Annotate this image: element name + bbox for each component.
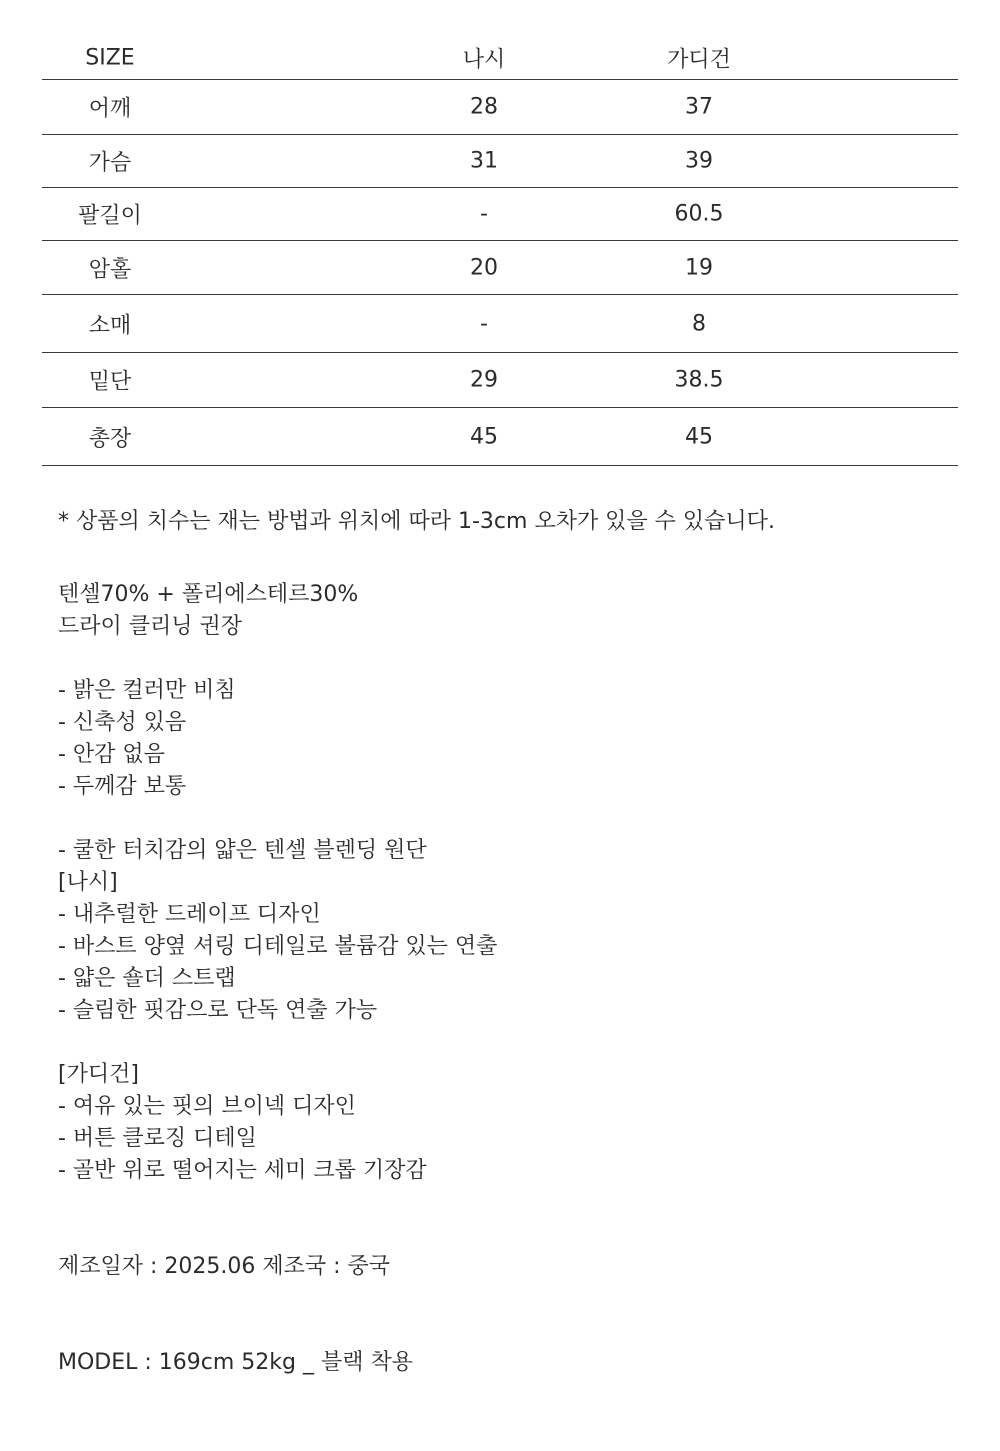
detail-section-heading: [나시] bbox=[58, 870, 118, 895]
note-text: * 상품의 치수는 재는 방법과 위치에 따라 1-3cm 오차가 있을 수 있습니다. bbox=[58, 509, 775, 534]
row-cardigan-value: 37 bbox=[685, 94, 713, 120]
row-label: 암홀 bbox=[88, 257, 132, 282]
row-cardigan-value: 39 bbox=[685, 148, 713, 174]
detail-item: - 쿨한 터치감의 얇은 텐셀 블렌딩 원단 bbox=[58, 838, 427, 863]
table-row bbox=[42, 80, 958, 135]
feature-list bbox=[58, 675, 236, 803]
row-nashi-value: 28 bbox=[470, 94, 498, 120]
table-row bbox=[42, 295, 958, 353]
size-table bbox=[42, 36, 958, 466]
row-label: 총장 bbox=[88, 426, 132, 451]
material-composition: 텐셀70% + 폴리에스테르30% bbox=[58, 582, 359, 607]
material-info bbox=[58, 579, 358, 643]
table-header-row bbox=[42, 36, 958, 80]
table-row bbox=[42, 408, 958, 466]
row-label: 밑단 bbox=[88, 369, 132, 395]
care-instruction: 드라이 클리닝 권장 bbox=[58, 614, 243, 639]
detail-list bbox=[58, 835, 497, 1027]
detail-item: - 얇은 숄더 스트랩 bbox=[58, 966, 236, 991]
table-row bbox=[42, 353, 958, 408]
header-cardigan: 가디건 bbox=[667, 47, 731, 72]
manufacture-text: 제조일자 : 2025.06 제조국 : 중국 bbox=[58, 1254, 391, 1279]
row-cardigan-value: 60.5 bbox=[674, 201, 724, 227]
measurement-note bbox=[58, 506, 775, 538]
row-cardigan-value: 38.5 bbox=[674, 367, 724, 393]
manufacture-info bbox=[58, 1251, 390, 1283]
feature-item: - 두께감 보통 bbox=[58, 774, 187, 799]
detail-section-heading: [가디건] bbox=[58, 1062, 139, 1087]
detail-item: - 바스트 양옆 셔링 디테일로 볼륨감 있는 연출 bbox=[58, 934, 498, 959]
row-label: 어깨 bbox=[88, 96, 132, 122]
row-label: 가슴 bbox=[88, 150, 132, 176]
header-nashi: 나시 bbox=[462, 47, 506, 72]
feature-item: - 안감 없음 bbox=[58, 742, 165, 767]
header-size: SIZE bbox=[85, 45, 135, 70]
row-nashi-value: 31 bbox=[470, 148, 498, 174]
row-nashi-value: - bbox=[480, 201, 488, 227]
cardigan-detail-list bbox=[58, 1059, 427, 1187]
detail-item: - 여유 있는 핏의 브이넥 디자인 bbox=[58, 1094, 356, 1119]
row-nashi-value: 20 bbox=[470, 255, 498, 280]
detail-item: - 골반 위로 떨어지는 세미 크롭 기장감 bbox=[58, 1158, 427, 1183]
feature-item: - 신축성 있음 bbox=[58, 710, 187, 735]
table-row bbox=[42, 188, 958, 241]
model-info bbox=[58, 1347, 413, 1379]
row-nashi-value: 45 bbox=[470, 424, 498, 449]
row-label: 소매 bbox=[88, 313, 132, 338]
detail-item: - 버튼 클로징 디테일 bbox=[58, 1126, 257, 1151]
detail-item: - 내추럴한 드레이프 디자인 bbox=[58, 902, 321, 927]
row-nashi-value: - bbox=[480, 311, 488, 336]
row-nashi-value: 29 bbox=[470, 367, 498, 393]
row-cardigan-value: 19 bbox=[685, 255, 713, 280]
row-cardigan-value: 45 bbox=[685, 424, 713, 449]
table-row bbox=[42, 135, 958, 188]
row-cardigan-value: 8 bbox=[692, 311, 706, 336]
table-row bbox=[42, 241, 958, 295]
detail-item: - 슬림한 핏감으로 단독 연출 가능 bbox=[58, 998, 378, 1023]
row-label: 팔길이 bbox=[78, 203, 142, 229]
model-text: MODEL : 169cm 52kg _ 블랙 착용 bbox=[58, 1350, 413, 1375]
feature-item: - 밝은 컬러만 비침 bbox=[58, 678, 236, 703]
